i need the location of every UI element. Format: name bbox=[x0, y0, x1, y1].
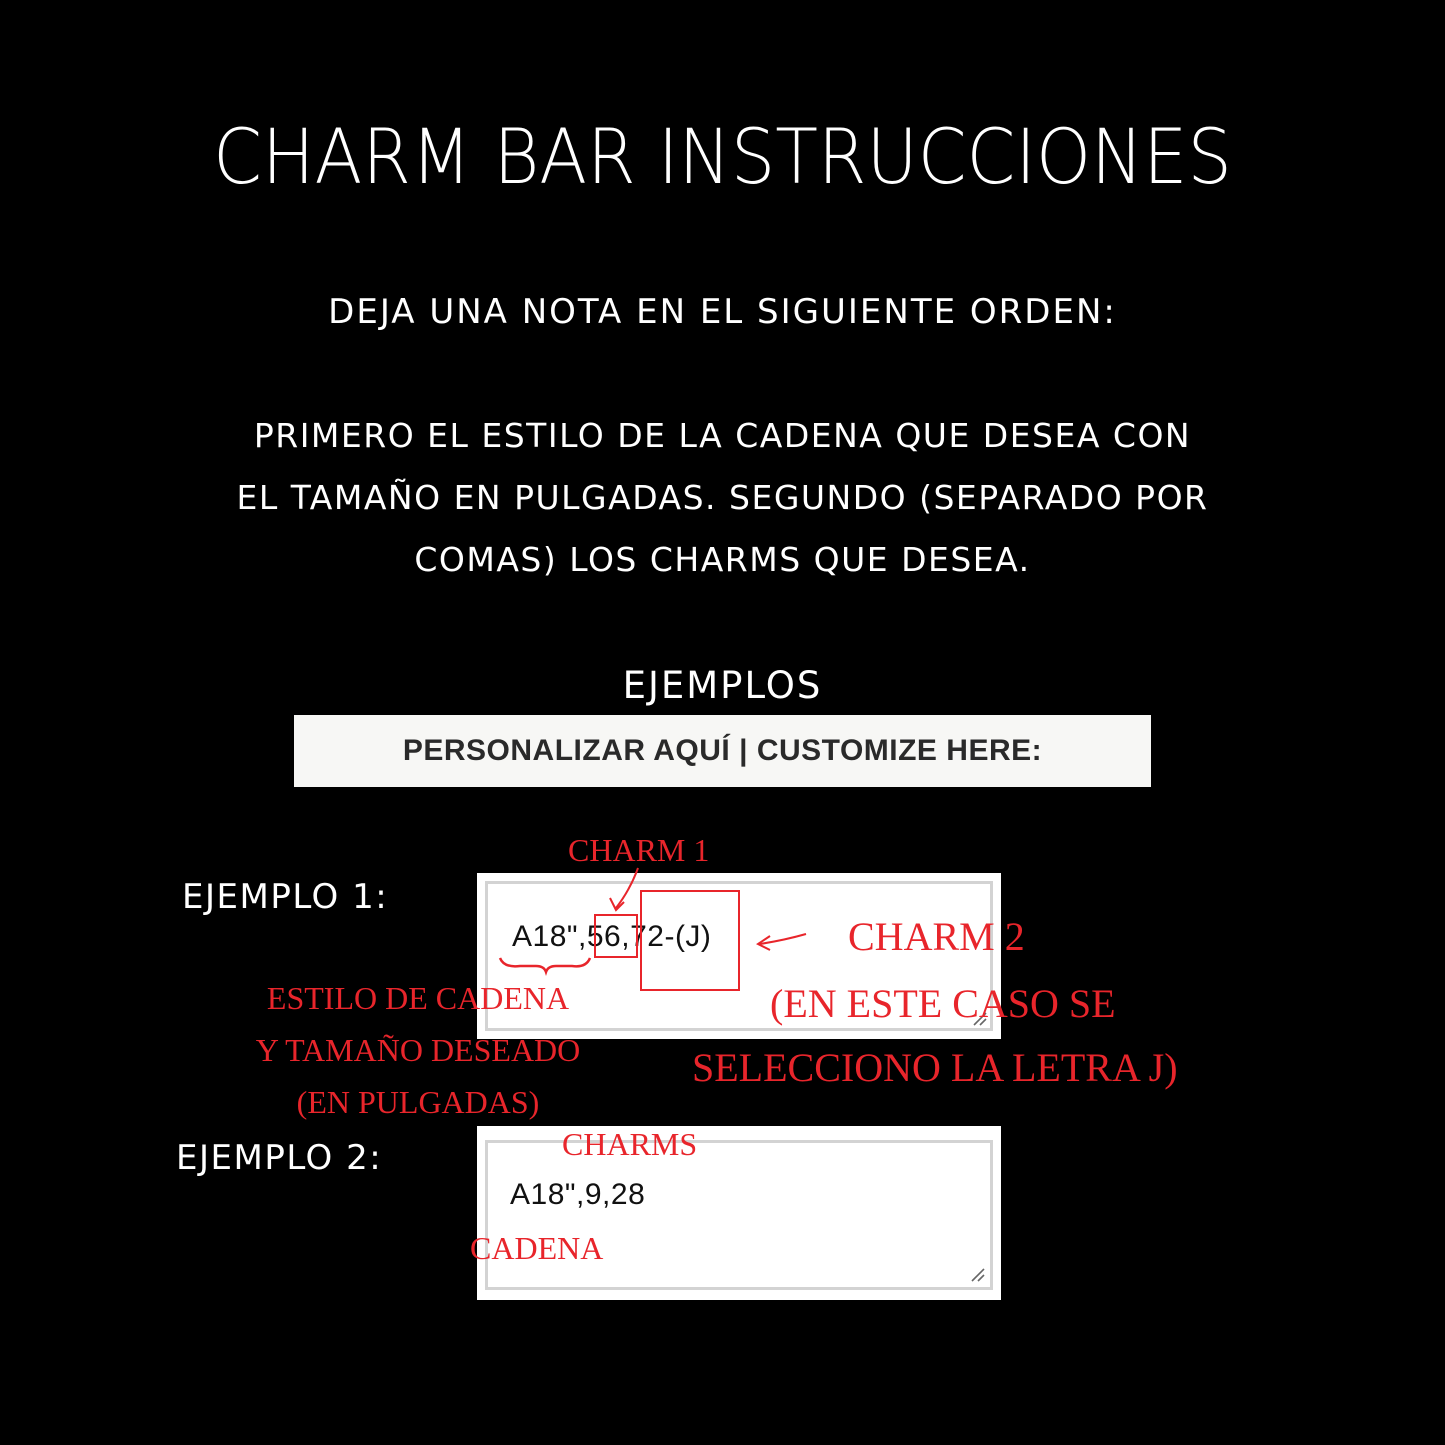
examples-heading: EJEMPLOS bbox=[622, 664, 823, 707]
example-1-charm1-part: 56 bbox=[586, 920, 622, 953]
instruction-line-1: PRIMERO EL ESTILO DE LA CADENA QUE DESEA CON bbox=[253, 416, 1192, 455]
example-2-value bbox=[510, 1178, 645, 1212]
charm-2-highlight bbox=[640, 890, 740, 991]
example-2-field[interactable] bbox=[477, 1126, 1001, 1300]
example-1-label: EJEMPLO 1: bbox=[182, 877, 389, 917]
example-1-charm2-part: ,72-(J) bbox=[621, 920, 712, 953]
example-2-charms-part: 9,28 bbox=[584, 1178, 646, 1211]
charm-1-highlight bbox=[594, 914, 638, 958]
charm-2-note-line-1: (EN ESTE CASO SE bbox=[770, 981, 1116, 1026]
charm-2-annotation: CHARM 2 bbox=[848, 914, 1025, 959]
instruction-line-2: EL TAMAÑO EN PULGADAS. SEGUNDO (SEPARADO POR bbox=[236, 478, 1209, 517]
customize-banner bbox=[294, 715, 1151, 787]
charms-annotation: CHARMS bbox=[562, 1126, 698, 1162]
example-2-label: EJEMPLO 2: bbox=[176, 1138, 383, 1178]
charm-2-note-line-2: SELECCIONO LA LETRA J) bbox=[692, 1045, 1178, 1090]
chain-annotation-line-2: Y TAMAÑO DESEADO bbox=[255, 1032, 581, 1068]
page-title: CHARM BAR INSTRUCCIONES bbox=[213, 112, 1232, 201]
instruction-line-3: COMAS) LOS CHARMS QUE DESEA. bbox=[414, 540, 1031, 579]
chain-annotation bbox=[240, 972, 596, 1128]
example-1-chain-part: A18", bbox=[512, 920, 587, 953]
customize-banner-label: PERSONALIZAR AQUÍ | CUSTOMIZE HERE: bbox=[402, 734, 1043, 767]
subtitle: DEJA UNA NOTA EN EL SIGUIENTE ORDEN: bbox=[328, 292, 1117, 332]
resize-handle-2-icon[interactable] bbox=[970, 1267, 986, 1283]
chain-annotation-line-1: ESTILO DE CADENA bbox=[266, 980, 570, 1016]
chain-2-annotation: CADENA bbox=[470, 1230, 604, 1266]
charm-1-annotation: CHARM 1 bbox=[568, 832, 710, 868]
example-2-chain-part: A18", bbox=[510, 1178, 585, 1211]
chain-annotation-line-3: (EN PULGADAS) bbox=[296, 1084, 540, 1120]
